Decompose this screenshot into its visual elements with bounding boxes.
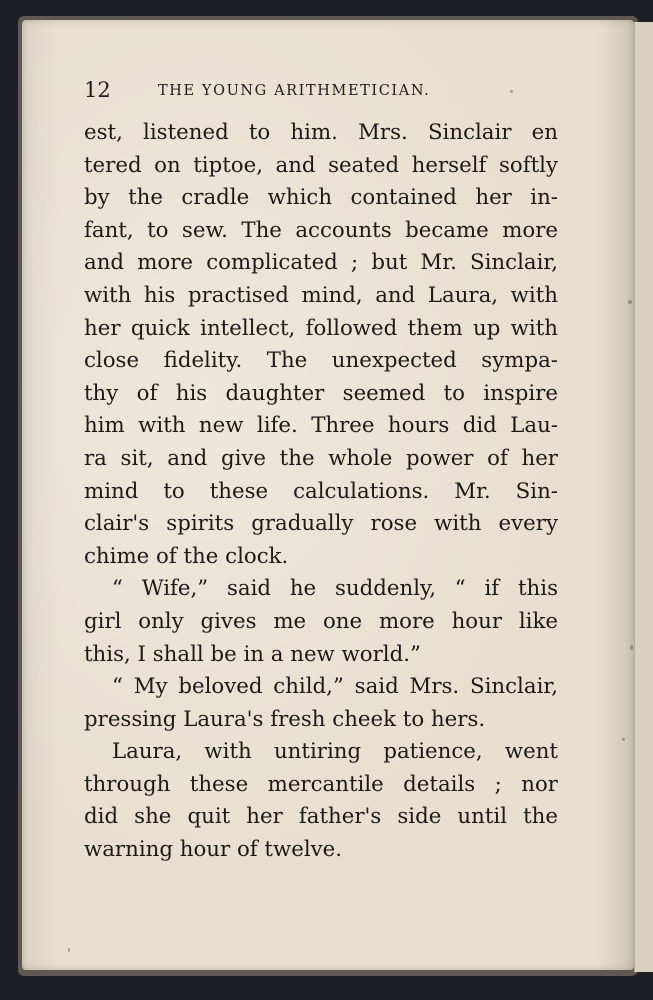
text-line: close fidelity. The unexpected sympa-: [84, 348, 558, 374]
paper-speck: [630, 645, 633, 650]
facing-page-edge: [634, 22, 653, 972]
paper-speck: [68, 948, 70, 952]
running-head: [84, 78, 544, 102]
text-line: with his practised mind, and Laura, with: [84, 282, 558, 308]
paper-speck: [628, 300, 632, 304]
text-line: chime of the clock.: [84, 543, 289, 569]
text-line: by the cradle which contained her in-: [84, 185, 558, 211]
text-line: and more complicated ; but Mr. Sinclair,: [84, 250, 558, 276]
text-line: fant, to sew. The accounts became more: [84, 217, 558, 243]
text-line: clair's spirits gradually rose with every: [84, 511, 558, 537]
text-line: thy of his daughter seemed to inspire: [84, 380, 558, 406]
text-line: her quick intellect, followed them up with: [84, 315, 558, 341]
body-text: [84, 117, 558, 867]
text-line: ra sit, and give the whole power of her: [84, 445, 558, 471]
text-line: pressing Laura's fresh cheek to hers.: [84, 706, 486, 732]
text-line: mind to these calculations. Mr. Sin-: [84, 478, 558, 504]
text-line: Laura, with untiring patience, went: [112, 739, 558, 765]
text-line: “ My beloved child,” said Mrs. Sinclair,: [112, 674, 558, 700]
text-line: “ Wife,” said he suddenly, “ if this: [112, 576, 558, 602]
text-line: est, listened to him. Mrs. Sinclair en: [84, 120, 558, 145]
page-number: 12: [84, 78, 111, 102]
text-line: tered on tiptoe, and seated herself softly: [84, 152, 558, 178]
text-line: him with new life. Three hours did Lau-: [84, 413, 558, 439]
text-line: did she quit her father's side until the: [84, 804, 558, 830]
running-title: THE YOUNG ARITHMETICIAN.: [158, 83, 431, 99]
text-line: this, I shall be in a new world.”: [84, 641, 421, 667]
text-line: warning hour of twelve.: [84, 837, 343, 863]
paper-speck: [622, 738, 625, 741]
text-line: girl only gives me one more hour like: [84, 608, 558, 634]
text-line: through these mercantile details ; nor: [84, 771, 558, 797]
